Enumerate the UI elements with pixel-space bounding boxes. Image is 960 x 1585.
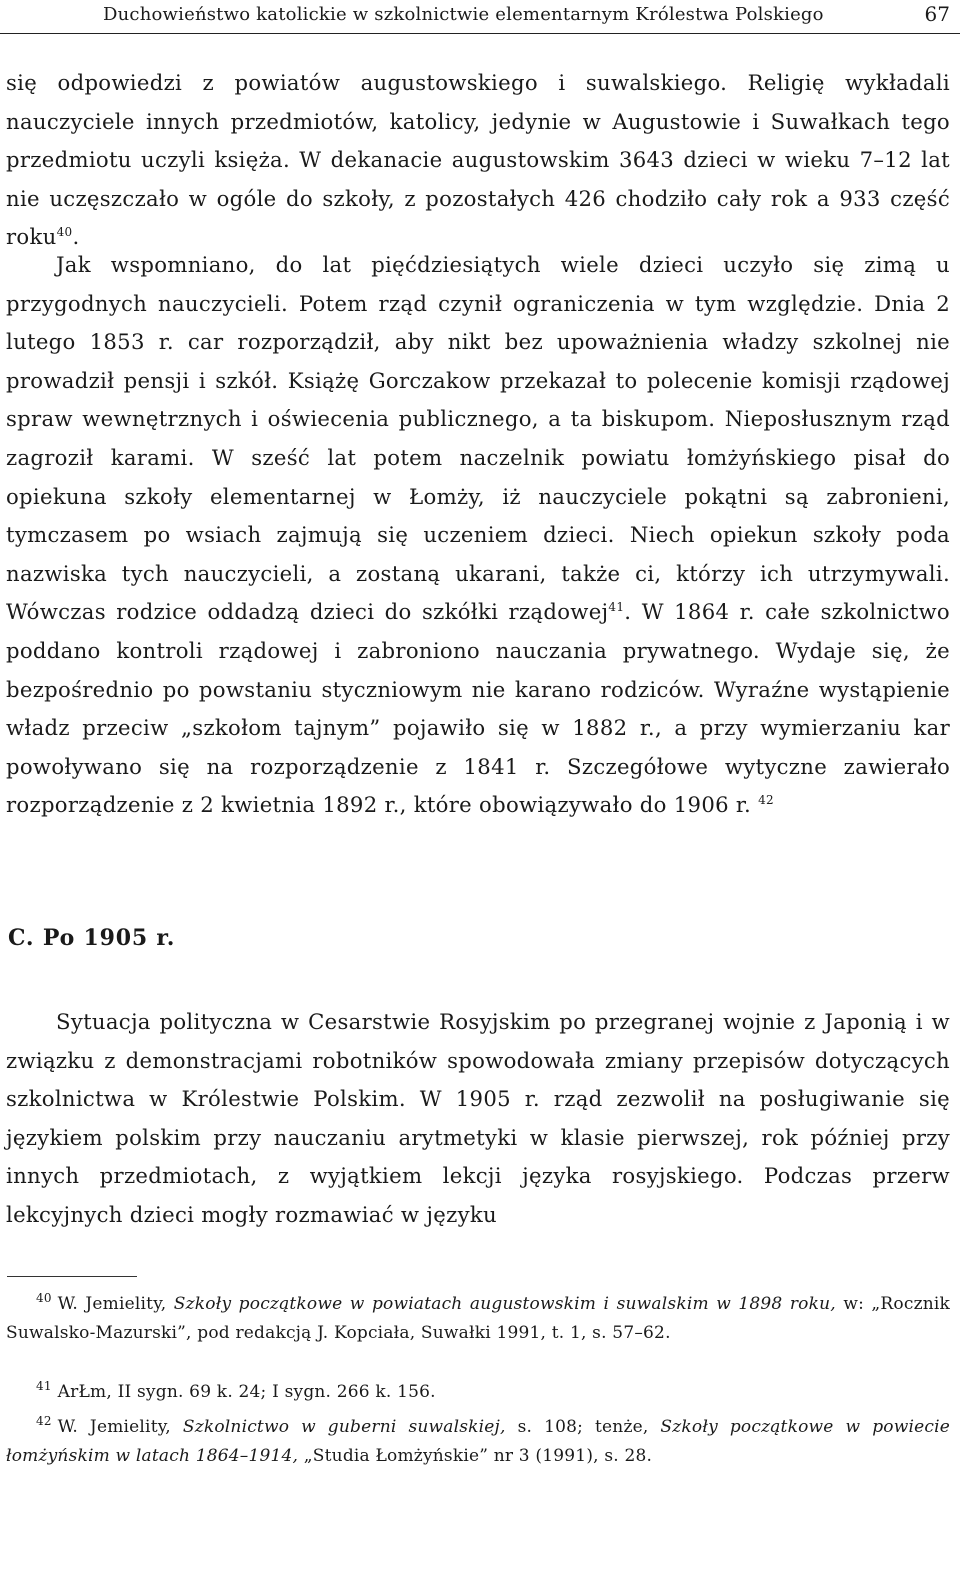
footnote-text: w: „Rocznik Suwalsko-Mazurski”, pod redakcją J. Kopciała, Suwałki 1991, t. 1, s. 57–62. [6,1294,951,1343]
footnote-number: 40 [36,1291,52,1305]
footnote-title: Szkolnictwo w guberni suwalskiej, [182,1417,506,1437]
footnote-40 [6,1290,950,1348]
footnote-title: Szkoły początkowe w powiatach augustowskim i suwalskim w 1898 roku, [173,1294,836,1314]
running-title: Duchowieństwo katolickie w szkolnictwie elementarnym Królestwa Polskiego [103,4,824,25]
paragraph-1 [6,64,950,257]
page-number: 67 [924,2,950,26]
section-heading: C. Po 1905 r. [8,925,176,951]
paragraph-2-text-b: . W 1864 r. całe szkolnictwo poddano kontroli rządowej i zabroniono nauczania prywatnego. Wydaje się, że bezpośrednio po powstaniu styczniowym nie karano rodziców. Wyraźne wystąpienie władz przeciw „szkołom tajnym” pojawiło się w 1882 r., a przy wymierzaniu kar powoływano się na rozporządzenie z 1841 r. Szczegółowe wytyczne zawierało rozporządzenie z 2 kwietnia 1892 r., które obowiązywało do 1906 r. [6,599,950,818]
footnote-text: „Studia Łomżyńskie” nr 3 (1991), s. 28. [303,1446,653,1466]
header-rule [0,33,960,34]
paragraph-2 [6,246,950,825]
footnote-text: ArŁm, II sygn. 69 k. 24; I sygn. 266 k. 156. [57,1382,436,1402]
footnote-separator [7,1276,137,1277]
footnote-ref-40[interactable]: 40 [56,225,73,240]
footnote-ref-41[interactable]: 41 [608,600,625,615]
footnote-42 [6,1413,950,1471]
footnote-text: s. 108; tenże, [517,1417,649,1437]
footnote-author: W. Jemielity, [57,1294,167,1314]
paragraph-3-text: Sytuacja polityczna w Cesarstwie Rosyjskim po przegranej wojnie z Japonią i w związku z demonstracjami robotników spowodowała zmiany przepisów dotyczących szkolnictwa w Królestwie Polskim. W 1905 r. rząd zezwolił na posługiwanie się językiem polskim przy nauczaniu arytmetyki w klasie pierwszej, rok później przy innych przedmiotach, z wyjątkiem lekcji języka rosyjskiego. Podczas przerw lekcyjnych dzieci mogły rozmawiać w języku [6,1009,950,1227]
running-header [0,0,960,36]
paragraph-2-text-a: Jak wspomniano, do lat pięćdziesiątych wiele dzieci uczyło się zimą u przygodnych nauczycieli. Potem rząd czynił ograniczenia w tym względzie. Dnia 2 lutego 1853 r. car rozporządził, aby nikt bez upoważnienia władzy szkolnej nie prowadził pensji i szkół. Książę Gorczakow przekazał to polecenie komisji rządowej spraw wewnętrznych i oświecenia publicznego, a ta biskupom. Nieposłusznym rząd zagroził karami. W sześć lat potem naczelnik powiatu łomżyńskiego pisał do opiekuna szkoły elementarnej w Łomży, iż nauczyciele pokątni są zabronieni, tymczasem po wsiach zajmują się uczeniem dzieci. Niech opiekun szkoły poda nazwiska tych nauczycieli, a zostaną ukarani, także ci, którzy ich utrzymywali. Wówczas rodzice oddadzą dzieci do szkółki rządowej [6,252,950,625]
paragraph-1-text: się odpowiedzi z powiatów augustowskiego i suwalskiego. Religię wykładali nauczyciele innych przedmiotów, katolicy, jedynie w Augustowie i Suwałkach tego przedmiotu uczyli księża. W dekanacie augustowskim 3643 dzieci w wieku 7–12 lat nie uczęszczało w ogóle do szkoły, z pozostałych 426 chodziło cały rok a 933 część roku [6,70,950,250]
footnote-title: Szkoły początkowe w powiecie łomżyńskim w latach 1864–1914, [6,1417,950,1466]
footnote-number: 42 [36,1414,52,1428]
footnote-number: 41 [36,1379,52,1393]
footnote-ref-42[interactable]: 42 [758,793,774,808]
paragraph-3 [6,1003,950,1235]
paragraph-1-end: . [72,224,80,250]
footnote-author: W. Jemielity, [57,1417,171,1437]
footnote-41 [6,1378,950,1407]
